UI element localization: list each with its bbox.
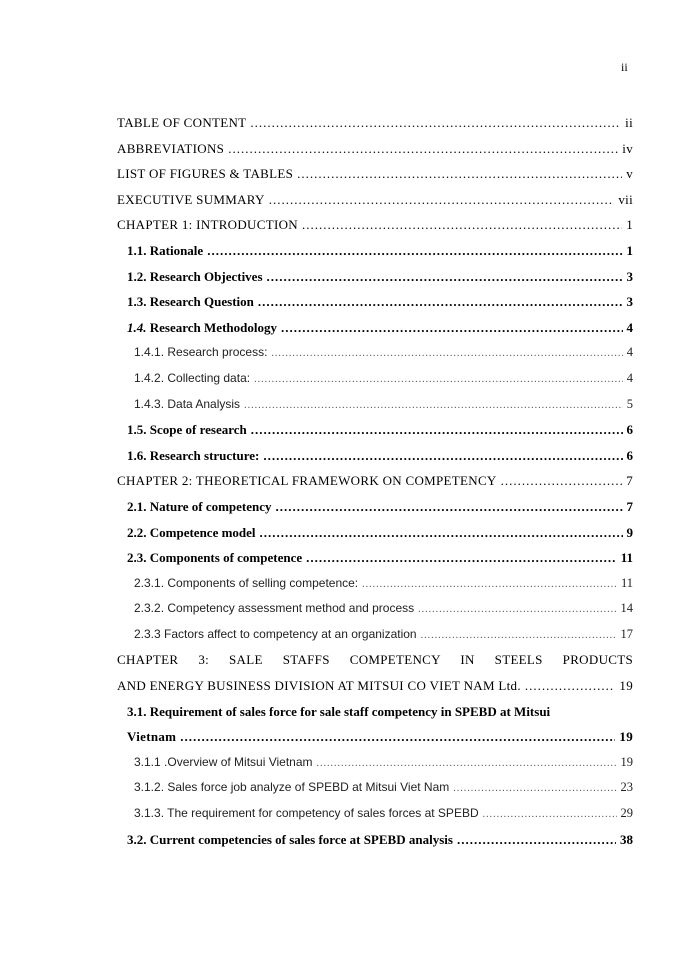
- dot-leader: [302, 212, 622, 238]
- dot-leader: [244, 393, 623, 418]
- toc-title: 2.3.3 Factors affect to competency at an organization: [134, 626, 417, 641]
- toc-title: 2.2. Competence model: [127, 524, 256, 540]
- toc-entry[interactable]: [117, 366, 633, 392]
- toc-page: 9: [626, 524, 633, 540]
- toc-page: 4: [626, 319, 633, 335]
- toc-page: 11: [620, 575, 633, 590]
- toc-entry-chapter3-line1[interactable]: CHAPTER 3: SALE STAFFS COMPETENCY IN STEELS PRODUCTS: [117, 652, 633, 668]
- toc-entry[interactable]: [117, 110, 633, 136]
- toc-entry[interactable]: [117, 289, 633, 315]
- dot-leader: [418, 597, 616, 622]
- toc-title: 1.3. Research Question: [127, 294, 254, 310]
- toc-title: 2.3.1. Components of selling competence:: [134, 575, 359, 590]
- dot-leader: [453, 776, 616, 801]
- dot-leader: [276, 494, 623, 520]
- toc-title: 1.4.1. Research process:: [134, 345, 268, 360]
- toc-title: 1.2. Research Objectives: [127, 268, 263, 284]
- toc-page: v: [626, 166, 633, 182]
- toc-page: 7: [626, 473, 633, 489]
- dot-leader: [271, 341, 622, 366]
- dot-leader: [207, 238, 622, 264]
- dot-leader: [281, 315, 623, 341]
- toc-entry[interactable]: [117, 340, 633, 366]
- toc-page: vii: [618, 191, 633, 207]
- dot-leader: [228, 136, 618, 162]
- toc-title: 1.5. Scope of research: [127, 422, 247, 438]
- dot-leader: [269, 187, 615, 213]
- toc-entry[interactable]: [117, 750, 633, 776]
- toc-page: 11: [620, 550, 633, 566]
- dot-leader: [525, 673, 616, 699]
- toc-page: 19: [619, 729, 633, 745]
- toc-entry[interactable]: [117, 392, 633, 418]
- table-of-contents: [117, 110, 633, 852]
- toc-title: TABLE OF CONTENT: [117, 115, 247, 130]
- dot-leader: [362, 572, 617, 597]
- toc-title: 3.2. Current competencies of sales force at SPEBD analysis: [127, 831, 453, 847]
- toc-page: 38: [620, 831, 633, 847]
- toc-entry[interactable]: [117, 571, 633, 597]
- toc-entry[interactable]: [117, 238, 633, 264]
- toc-entry[interactable]: [117, 775, 633, 801]
- toc-title: ABBREVIATIONS: [117, 140, 225, 156]
- toc-page: iv: [622, 140, 633, 156]
- toc-entry[interactable]: [117, 520, 633, 546]
- toc-title: 1.4.3. Data Analysis: [134, 396, 241, 411]
- toc-entry-section31-line1[interactable]: 3.1. Requirement of sales force for sale staff competency in SPEBD at Mitsui: [127, 703, 551, 719]
- page-number: ii: [621, 60, 628, 74]
- section-number: 1.4.: [127, 319, 147, 335]
- toc-entry[interactable]: [117, 724, 633, 750]
- toc-page: 1: [626, 217, 633, 233]
- toc-page: 19: [620, 754, 633, 769]
- toc-entry[interactable]: [117, 443, 633, 469]
- toc-entry[interactable]: [117, 212, 633, 238]
- toc-entry[interactable]: [117, 161, 633, 187]
- toc-entry[interactable]: [117, 622, 633, 648]
- toc-title: LIST OF FIGURES & TABLES: [117, 166, 294, 182]
- toc-entry[interactable]: [117, 468, 633, 494]
- toc-page: 3: [626, 294, 633, 310]
- toc-entry[interactable]: [117, 264, 633, 290]
- toc-entry[interactable]: [117, 545, 633, 571]
- dot-leader: [251, 417, 623, 443]
- dot-leader: [501, 468, 623, 494]
- dot-leader: [267, 264, 623, 290]
- dot-leader: [306, 545, 617, 571]
- toc-page: 23: [620, 780, 633, 795]
- toc-title: EXECUTIVE SUMMARY: [117, 191, 265, 207]
- toc-entry[interactable]: [117, 827, 633, 853]
- dot-leader: [317, 751, 617, 776]
- toc-page: 6: [626, 422, 633, 438]
- toc-page: 6: [626, 447, 633, 463]
- toc-page: 14: [620, 601, 633, 616]
- toc-entry[interactable]: [117, 801, 633, 827]
- toc-page: 1: [626, 242, 633, 258]
- toc-page: ii: [625, 115, 633, 130]
- toc-entry[interactable]: [117, 673, 633, 699]
- toc-title: Vietnam: [127, 729, 177, 745]
- toc-title: 3.1.2. Sales force job analyze of SPEBD at Mitsui Viet Nam: [134, 780, 450, 795]
- toc-page: 17: [620, 626, 633, 641]
- dot-leader: [250, 110, 621, 136]
- toc-page: 5: [626, 396, 633, 411]
- toc-entry[interactable]: [117, 417, 633, 443]
- toc-title: 2.1. Nature of competency: [127, 498, 272, 514]
- toc-title: 2.3. Components of competence: [127, 550, 303, 566]
- dot-leader: [483, 802, 617, 827]
- toc-page: 29: [620, 806, 633, 821]
- toc-title: 1.6. Research structure:: [127, 447, 260, 463]
- toc-title: CHAPTER 1: INTRODUCTION: [117, 217, 298, 233]
- toc-entry[interactable]: [117, 136, 633, 162]
- toc-entry[interactable]: [117, 596, 633, 622]
- dot-leader: [457, 827, 616, 853]
- toc-title: CHAPTER 2: THEORETICAL FRAMEWORK ON COMPETENCY: [117, 473, 497, 489]
- toc-page: 3: [626, 268, 633, 284]
- dot-leader: [254, 367, 623, 392]
- toc-page: 7: [626, 498, 633, 514]
- dot-leader: [263, 443, 622, 469]
- toc-page: 4: [626, 370, 633, 385]
- section-title: Research Methodology: [146, 319, 277, 335]
- toc-entry[interactable]: [117, 187, 633, 213]
- toc-title: 3.1.1 .Overview of Mitsui Vietnam: [134, 754, 313, 769]
- toc-page: 19: [619, 678, 633, 694]
- dot-leader: [258, 289, 623, 315]
- toc-title: 2.3.2. Competency assessment method and process: [134, 601, 415, 616]
- toc-title: AND ENERGY BUSINESS DIVISION AT MITSUI CO VIET NAM Ltd.: [117, 678, 521, 694]
- toc-title: [127, 315, 277, 341]
- dot-leader: [180, 724, 615, 750]
- toc-entry[interactable]: [117, 494, 633, 520]
- toc-title: 1.4.2. Collecting data:: [134, 370, 251, 385]
- toc-title: 1.1. Rationale: [127, 242, 204, 258]
- dot-leader: [297, 161, 622, 187]
- toc-title: 3.1.3. The requirement for competency of sales forces at SPEBD: [134, 806, 479, 821]
- toc-entry[interactable]: [117, 315, 633, 341]
- toc-page: 4: [626, 345, 633, 360]
- dot-leader: [421, 623, 617, 648]
- dot-leader: [260, 520, 623, 546]
